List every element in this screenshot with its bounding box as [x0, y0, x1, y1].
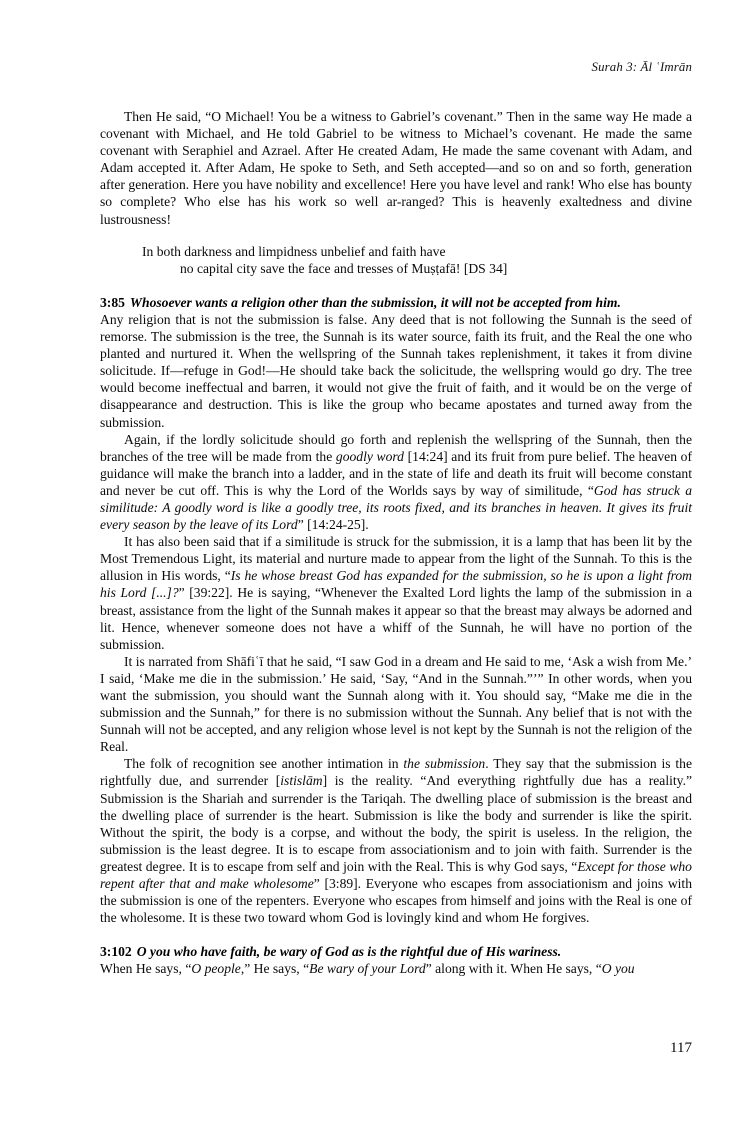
paragraph-lamp-similitude [100, 533, 692, 653]
text-segment: ] is the reality. “And everything rightfully due has a reality.” Submission is the Shariah and surrender is the Tariqah. The dwelling place of submission is the breast and the dwelling place of surrender is the heart. Submission is like the body and surrender is like the spirit. Without the spirit, the body is a corpse, and without the body, the spirit is useless. In the religion, the submission is the least degree. It is to escape from associationism and to join with faith. Surrender is the greatest degree. It is to escape from self and join with the Real. This is why God says, “ [100, 773, 692, 874]
paragraph-michael-covenant: Then He said, “O Michael! You be a witness to Gabriel’s covenant.” Then in the same way He made a covenant with Michael, and He told Gabriel to be witness to Michael’s covenant. He made the same covenant with Seraphiel and Azrael. After He created Adam, He made the same covenant with Adam, and Adam accepted it. After Adam, He spoke to Seth, and Seth accepted—and so on and so forth, generation after generation. Here you have nobility and excellence! Here you have level and rank! Who else has bounty so complete? Who else has his work so well ar-ranged? This is heavenly exaltedness and divine lustrousness! [100, 109, 692, 227]
text-segment: [14:24] and its fruit from pure belief. The heaven of guidance will make the branch into a ladder, and in the state of life and death its fruit will become constant and never be cut off. This is why the Lord of the Worlds says by way of similitude, “ [100, 448, 692, 498]
text-segment: The folk of recognition see another intimation in [124, 756, 404, 772]
page-content [100, 0, 692, 978]
quran-quote-14-24-25: God has struck a similitude: A goodly word is like a goodly tree, its roots fixed, and its branches in heaven. It gives its fruit every season by the leave of its Lord [100, 482, 692, 533]
paragraph-when-he-says [100, 960, 692, 977]
text-segment: ” along with it. When He says, “ [425, 961, 602, 977]
verse-block-ds34 [100, 243, 692, 277]
text-segment: ,” He says, “ [240, 961, 310, 977]
paragraph-folk-of-recognition [100, 755, 692, 926]
text-segment: ” [39:22]. He is saying, “Whenever the Exalted Lord lights the lamp of the submission in a breast, assistance from the light of the Sunnah makes it appear so that the breast may always be adorned and lit. Hence, whenever someone does not have a whiff of the Sunnah, he will have no portion of the submission. [100, 585, 692, 652]
ayah-text: O you who have faith, be wary of God as is the rightful due of His wariness. [136, 944, 562, 960]
paragraph-shafii-dream: It is narrated from Shāfiʿī that he said, “I saw God in a dream and He said to me, ‘Ask a wish from Me.’ I said, ‘Make me die in the submission.’ He said, ‘Say, “And in the Sunnah.”’” In other words, when you want the submission, you should want the Sunnah along with it. You should say, “Make me die in the submission and the Sunnah,” for there is no submission without the Sunnah. Any belief that is not with the Sunnah will not be accepted, and any religion whose level is not kept by the Sunnah is not the religion of the Real. [100, 653, 692, 755]
term-istislam: istislām [280, 773, 323, 789]
ayah-number: 3:85 [100, 294, 125, 310]
ayah-heading-3-85 [100, 294, 692, 311]
quran-quote-o-people: O people [191, 961, 241, 977]
text-segment: ” [14:24-25]. [297, 517, 369, 533]
verse-line-2: no capital city save the face and tresses of Muṣṭafā! [DS 34] [180, 260, 508, 276]
quran-quote-be-wary: Be wary of your Lord [309, 961, 426, 977]
running-head: Surah 3: Āl ʿImrān [591, 60, 692, 74]
ayah-number: 3:102 [100, 944, 132, 960]
text-segment: . They say that the submission is the rightfully due, and surrender [ [100, 756, 692, 789]
text-segment: It has also been said that if a similitude is struck for the submission, it is a lamp that has been lit by the Most Tremendous Light, its material and nurture made to appear from the light of the Sunnah. To this is the allusion in His words, “ [100, 534, 692, 584]
term-the-submission: the submission [403, 756, 486, 772]
quran-quote-3-89: Except for those who repent after that and make wholesome [100, 858, 692, 892]
quran-quote-o-you: O you [601, 961, 635, 977]
text-segment: ” [3:89]. Everyone who escapes from associationism and joins with the submission is one of the repenters. Everyone who escapes from himself and joins with the Real is one of the wholesome. It is these two toward whom God is lovingly kind and whom He forgives. [100, 876, 692, 926]
ayah-text: Whosoever wants a religion other than the submission, it will not be accepted from him. [129, 294, 621, 310]
page-number: 117 [670, 1040, 692, 1056]
quran-quote-39-22: Is he whose breast God has expanded for the submission, so he is upon a light from his Lord [...]? [100, 568, 692, 601]
quran-quote-goodly-word: goodly word [335, 448, 404, 464]
paragraph-any-religion: Any religion that is not the submission is false. Any deed that is not following the Sunnah is the seed of remorse. The submission is the tree, the Sunnah is its water source, faith its fruit, and the Real the one who planted and nurtured it. When the wellspring of the Sunnah takes replenishment, it takes it from divine solicitude. If—refuge in God!—He should take back the solicitude, the wellspring would go dry. The tree would become ineffectual and barren, it would not give the fruit of faith, and it would be on the verge of disappearance and destruction. This is like the group who became apostates and turned away from the submission. [100, 311, 692, 430]
ayah-heading-3-102 [100, 943, 692, 960]
paragraph-lordly-solicitude [100, 431, 692, 534]
text-segment: When He says, “ [100, 961, 192, 977]
verse-line-1: In both darkness and limpidness unbelief and faith have [142, 243, 446, 259]
text-segment: Again, if the lordly solicitude should go forth and replenish the wellspring of the Sunnah, then the branches of the tree will be made from the [100, 431, 692, 464]
